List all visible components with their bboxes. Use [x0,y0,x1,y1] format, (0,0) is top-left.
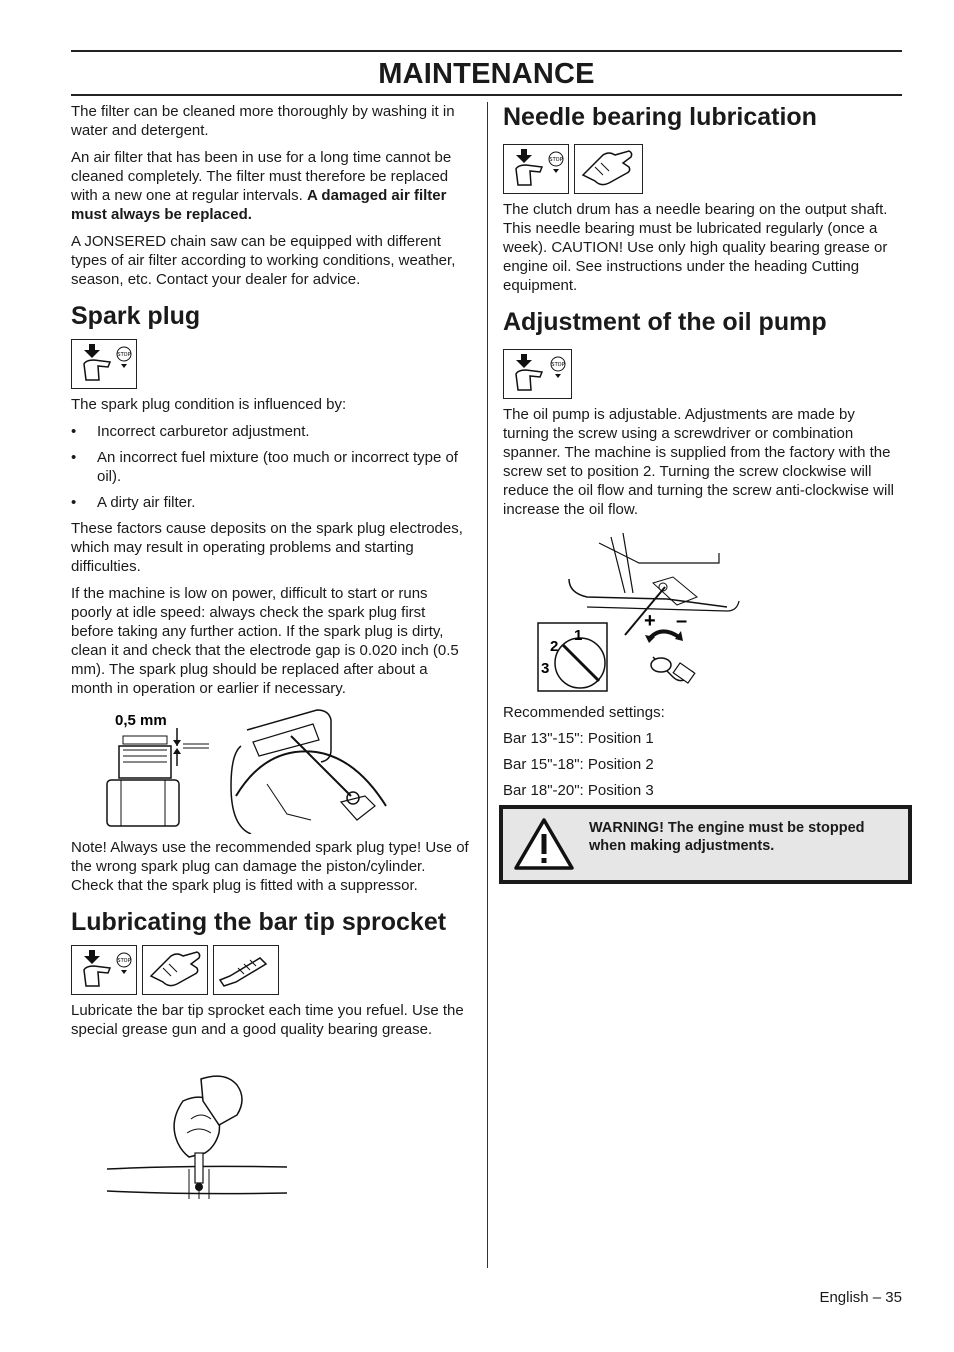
oil-pump-illustration [503,527,903,697]
warning-triangle-icon [513,817,575,871]
grease-gun-illustration [71,1049,471,1209]
decrease-symbol: – [676,610,688,632]
oil-pump-text: The oil pump is adjustable. Adjustments are made by turning the screw using a screwdriver or combination spanner. The machine is supplied from the factory with the screw set to position 2. Turning the screw clockwise will reduce the oil flow and turning the screw anti-clockwise will increase the oil flow. [503,406,895,518]
recommended-title: Recommended settings: [503,704,665,721]
filter-warning-bold: A damaged air filter must always be replaced. [71,187,447,223]
page-header [71,50,902,96]
stop-engine-icon [503,349,572,399]
page-title: MAINTENANCE [378,58,595,90]
brush-icon [213,945,279,995]
needle-bearing-text: The clutch drum has a needle bearing on the output shaft. This needle bearing must be lubricated regularly (once a week). CAUTION! Use only high quality bearing grease or engine oil. See instructions under the heading Cutting equipment. [503,201,888,294]
glove-icon [142,945,208,995]
gap-label: 0,5 mm [115,712,167,729]
filter-replace-text: An air filter that has been in use for a long time cannot be cleaned completely. The filter must therefore be replaced with a new one at regular intervals. A damaged air filter must always be replaced. [71,149,452,223]
bar-tip-text: Lubricate the bar tip sprocket each time you refuel. Use the special grease gun and a good quality bearing grease. [71,1002,464,1038]
filter-types-text: A JONSERED chain saw can be equipped with different types of air filter according to working conditions, weather, season, etc. Contact your dealer for advice. [71,233,456,288]
page-footer: English – 35 [819,1289,902,1306]
list-item: • A dirty air filter. [71,493,471,512]
stop-engine-icon [503,144,569,194]
needle-bearing-icons [503,144,903,194]
bar-tip-icons [71,945,471,995]
warning-text: WARNING! The engine must be stopped when making adjustments. [589,820,865,854]
spark-plug-factors [71,422,471,512]
spark-plug-gap-figure [71,706,471,834]
right-column [503,102,903,808]
list-item: • Incorrect carburetor adjustment. [71,422,471,441]
oil-pump-icons [503,349,903,399]
dial-label-2: 2 [550,638,559,655]
left-column [71,102,471,1209]
stop-label: STOP [549,157,563,163]
dial-label-1: 1 [574,627,583,644]
stop-engine-icon [71,339,137,389]
oil-pump-figure [503,527,903,697]
stop-engine-icon [71,945,137,995]
stop-label: STOP [117,352,131,358]
spark-plug-illustration [71,706,471,834]
list-item: • An incorrect fuel mixture (too much or incorrect type of oil). [71,448,471,486]
spark-plug-heading: Spark plug [71,302,201,330]
oil-pump-heading: Adjustment of the oil pump [503,308,827,336]
dial-label-3: 3 [541,660,550,677]
needle-bearing-heading: Needle bearing lubrication [503,103,817,131]
stop-label: STOP [551,362,565,368]
spark-plug-icons [71,339,471,389]
stop-label: STOP [117,958,131,964]
setting-row: Bar 13"-15": Position 1 [503,730,654,747]
spark-plug-lead: The spark plug condition is influenced by: [71,396,347,413]
increase-symbol: + [644,610,656,632]
bar-tip-heading: Lubricating the bar tip sprocket [71,908,447,936]
warning-box [499,805,912,884]
spark-plug-note: Note! Always use the recommended spark plug type! Use of the wrong spark plug can damage the piston/cylinder. Check that the spark plug is fitted with a suppressor. [71,839,469,894]
glove-icon [574,144,643,194]
spark-plug-para1: These factors cause deposits on the spark plug electrodes, which may result in operating problems and starting difficulties. [71,520,463,575]
grease-gun-figure [71,1049,471,1209]
setting-row: Bar 15"-18": Position 2 [503,756,654,773]
setting-row: Bar 18"-20": Position 3 [503,782,654,799]
spark-plug-para2: If the machine is low on power, difficult to start or runs poorly at idle speed: always check the spark plug first before taking any further action. If the spark plug is dirty, clean it and check that the electrode gap is 0.020 inch (0.5 mm). The spark plug should be replaced after about a month in operation or earlier if necessary. [71,585,459,697]
column-divider [487,102,488,1268]
filter-wash-text: The filter can be cleaned more thoroughly by washing it in water and detergent. [71,103,455,139]
